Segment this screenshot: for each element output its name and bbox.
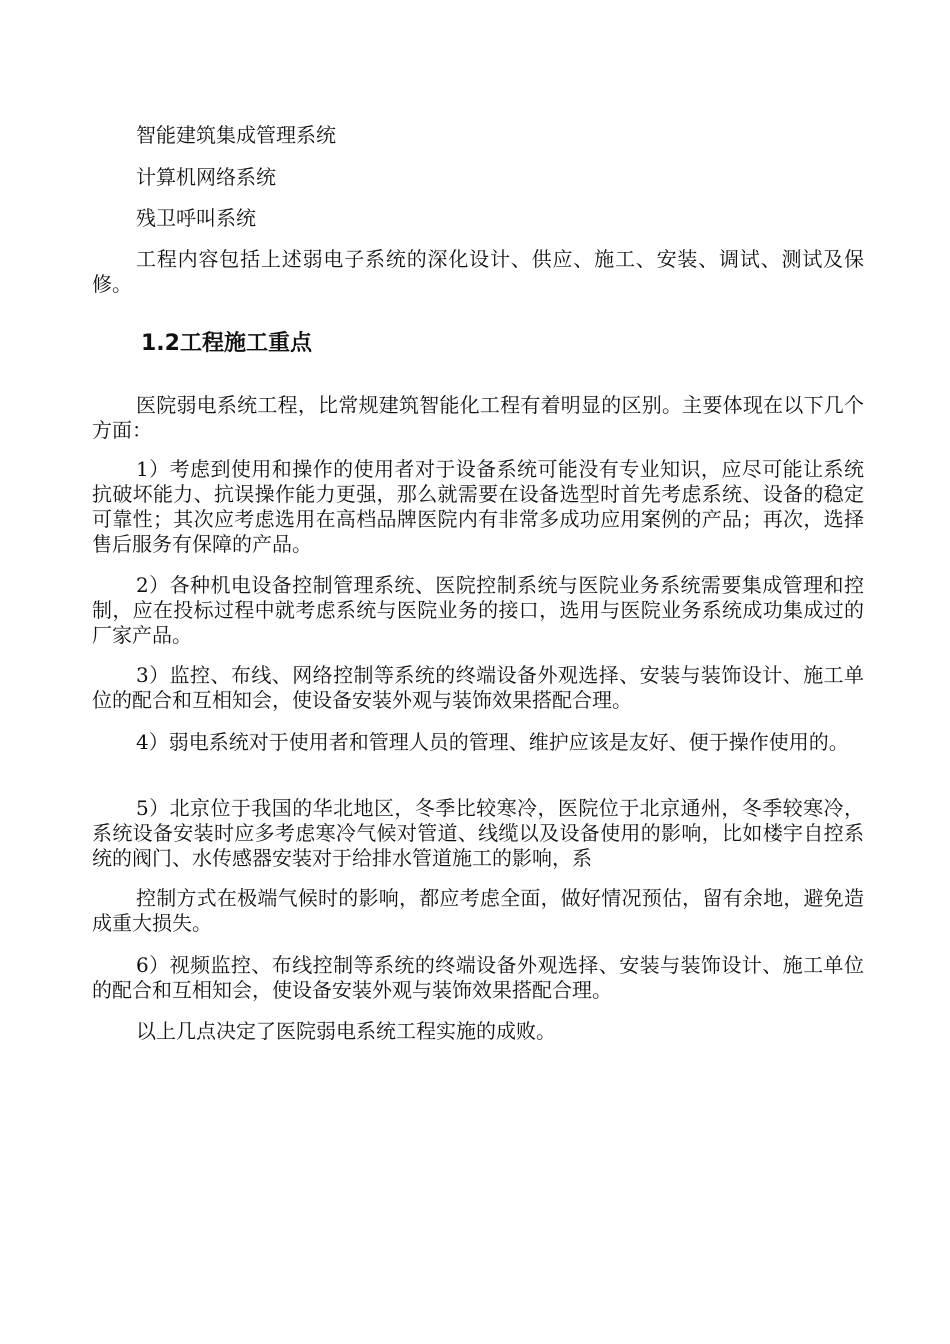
conclusion-paragraph: 以上几点决定了医院弱电系统工程实施的成败。 — [136, 1019, 556, 1043]
point-paragraph: 4）弱电系统对于使用者和管理人员的管理、维护应该是友好、便于操作使用的。 — [136, 730, 849, 754]
point-paragraph: 3）监控、布线、网络控制等系统的终端设备外观选择、安装与装饰设计、施工单位的配合和互相知会，使设备安装外观与装饰效果搭配合理。 — [92, 663, 864, 712]
point-paragraph: 5）北京位于我国的华北地区，冬季比较寒冷，医院位于北京通州，冬季较寒冷，系统设备安装时应多考虑寒冷气候对管道、线缆以及设备使用的影响，比如楼宇自控系统的阀门、水传感器安装对于给排水管道施工的影响，系 — [92, 796, 864, 870]
intro-paragraph: 医院弱电系统工程，比常规建筑智能化工程有着明显的区别。主要体现在以下几个方面： — [92, 393, 864, 442]
system-list-item: 残卫呼叫系统 — [136, 206, 256, 230]
system-list-item: 智能建筑集成管理系统 — [136, 123, 336, 147]
point-paragraph: 6）视频监控、布线控制等系统的终端设备外观选择、安装与装饰设计、施工单位的配合和互相知会，使设备安装外观与装饰效果搭配合理。 — [92, 953, 864, 1002]
point-paragraph: 1）考虑到使用和操作的使用者对于设备系统可能没有专业知识，应尽可能让系统抗破坏能力、抗误操作能力更强，那么就需要在设备选型时首先考虑系统、设备的稳定可靠性；其次应考虑选用在高档品牌医院内有非常多成功应用案例的产品；再次，选择售后服务有保障的产品。 — [92, 457, 864, 556]
point-paragraph: 2）各种机电设备控制管理系统、医院控制系统与医院业务系统需要集成管理和控制，应在投标过程中就考虑系统与医院业务的接口，选用与医院业务系统成功集成过的厂家产品。 — [92, 573, 864, 647]
section-heading: 1.2工程施工重点 — [141, 331, 312, 356]
scope-paragraph: 工程内容包括上述弱电子系统的深化设计、供应、施工、安装、调试、测试及保修。 — [92, 247, 864, 296]
system-list-item: 计算机网络系统 — [136, 165, 276, 189]
point-paragraph: 控制方式在极端气候时的影响，都应考虑全面，做好情况预估，留有余地，避免造成重大损失。 — [92, 886, 864, 935]
